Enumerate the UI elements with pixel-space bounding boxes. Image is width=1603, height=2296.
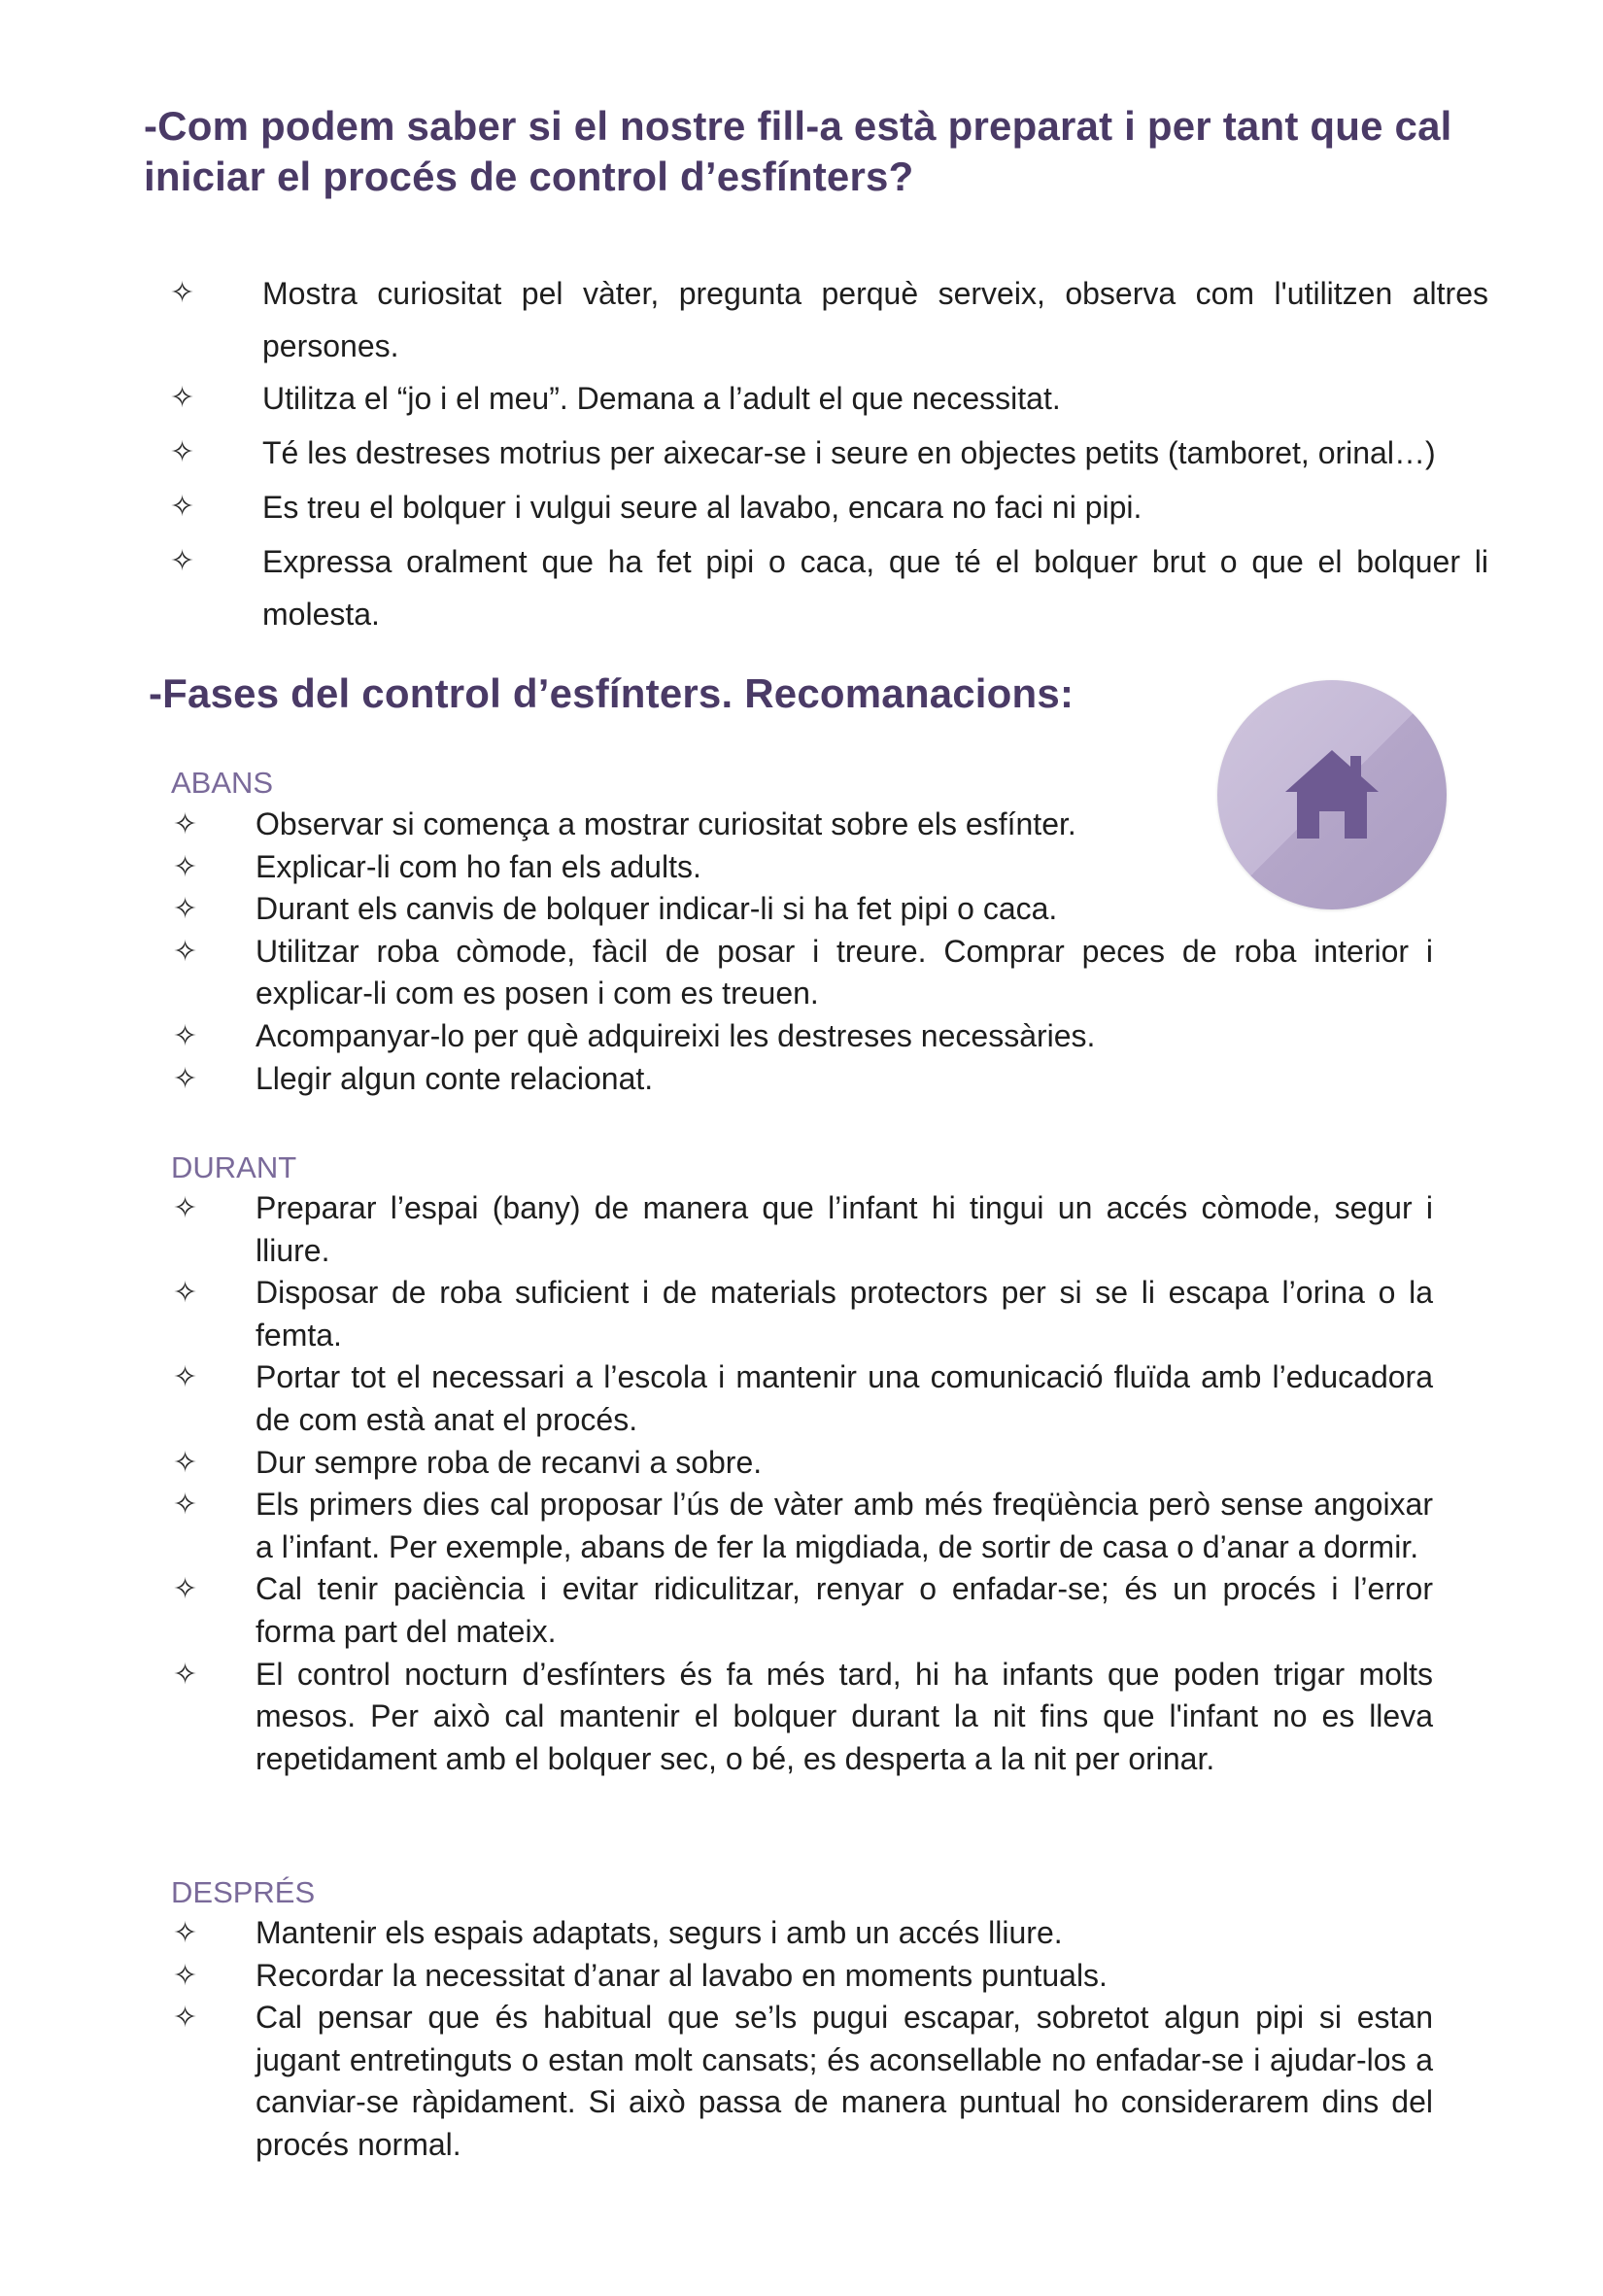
list-item-text: Preparar l’espai (bany) de manera que l’infant hi tingui un accés còmode, segur i lliure. <box>256 1190 1433 1268</box>
list-item-text: Explicar-li com ho fan els adults. <box>256 848 701 884</box>
list-item <box>170 846 1433 889</box>
list-item-text: Acompanyar-lo per què adquireixi les destreses necessàries. <box>256 1017 1096 1053</box>
list-item-text: Cal tenir paciència i evitar ridiculitzar, renyar o enfadar-se; és un procés i l’error forma part del mateix. <box>256 1571 1433 1649</box>
star-bullet-icon: ✧ <box>173 1276 198 1311</box>
star-bullet-icon: ✧ <box>173 892 198 927</box>
star-bullet-icon: ✧ <box>170 490 195 524</box>
list-item <box>170 267 1488 372</box>
star-bullet-icon: ✧ <box>173 1445 198 1480</box>
list-item-text: Observar si comença a mostrar curiositat sobre els esfínter. <box>256 806 1076 841</box>
phases-heading: -Fases del control d’esfínters. Recomanacions: <box>149 670 1074 716</box>
list-item-text: Disposar de roba suficient i de materials protectors per si se li escapa l’orina o la femta. <box>256 1275 1433 1353</box>
star-bullet-icon: ✧ <box>173 849 198 884</box>
star-bullet-icon: ✧ <box>173 1061 198 1096</box>
list-item <box>170 1015 1433 1058</box>
despres-list <box>170 1912 1433 2167</box>
list-item <box>170 1955 1433 1998</box>
durant-list <box>170 1187 1433 1780</box>
list-item <box>170 427 1488 479</box>
list-item <box>170 1654 1433 1781</box>
list-item-text: Dur sempre roba de recanvi a sobre. <box>256 1444 763 1480</box>
star-bullet-icon: ✧ <box>173 934 198 969</box>
list-item-text: Recordar la necessitat d’anar al lavabo en moments puntuals. <box>256 1957 1108 1993</box>
phase-label-durant: DURANT <box>171 1150 297 1184</box>
readiness-signs-list <box>170 267 1488 642</box>
star-bullet-icon: ✧ <box>173 1657 198 1692</box>
list-item <box>170 1484 1433 1568</box>
star-bullet-icon: ✧ <box>173 2001 198 2036</box>
phase-label-despres: DESPRÉS <box>171 1875 316 1909</box>
readiness-heading: -Com podem saber si el nostre fill-a està preparat i per tant que cal iniciar el procés de control d’esfínters? <box>144 103 1452 199</box>
list-item-text: Cal pensar que és habitual que se’ls pugui escapar, sobretot algun pipi si estan jugant entretinguts o estan molt cansats; és aconsellable no enfadar-se i ajudar-los a canviar-se ràpidament. Si això passa de manera puntual ho considerarem dins del procés normal. <box>256 2000 1433 2162</box>
list-item-text: Mostra curiositat pel vàter, pregunta perquè serveix, observa com l'utilitzen altres persones. <box>262 276 1488 363</box>
phase-label-abans: ABANS <box>171 766 274 800</box>
list-item <box>170 1442 1433 1485</box>
list-item <box>170 481 1488 533</box>
list-item <box>170 931 1433 1015</box>
list-item <box>170 888 1433 931</box>
star-bullet-icon: ✧ <box>173 807 198 841</box>
star-bullet-icon: ✧ <box>173 1018 198 1053</box>
list-item <box>170 1568 1433 1653</box>
list-item-text: Mantenir els espais adaptats, segurs i amb un accés lliure. <box>256 1915 1063 1950</box>
list-item <box>170 1997 1433 2166</box>
list-item-text: Es treu el bolquer i vulgui seure al lavabo, encara no faci ni pipi. <box>262 490 1143 525</box>
list-item-text: Utilitza el “jo i el meu”. Demana a l’adult el que necessitat. <box>262 381 1061 416</box>
star-bullet-icon: ✧ <box>170 381 195 415</box>
list-item <box>170 804 1433 846</box>
list-item-text: Llegir algun conte relacionat. <box>256 1060 654 1096</box>
list-item-text: Portar tot el necessari a l’escola i mantenir una comunicació fluïda amb l’educadora de com està anat el procés. <box>256 1359 1433 1437</box>
list-item <box>170 1187 1433 1272</box>
list-item <box>170 1912 1433 1955</box>
star-bullet-icon: ✧ <box>173 1916 198 1950</box>
list-item-text: Els primers dies cal proposar l’ús de vàter amb més freqüència però sense angoixar a l’infant. Per exemple, abans de fer la migdiada, de sortir de casa o d’anar a dormir. <box>256 1487 1433 1564</box>
list-item <box>170 1058 1433 1101</box>
star-bullet-icon: ✧ <box>173 1572 198 1607</box>
star-bullet-icon: ✧ <box>173 1191 198 1225</box>
list-item-text: El control nocturn d’esfínters és fa més tard, hi ha infants que poden trigar molts mesos. Per això cal mantenir el bolquer durant la nit fins que l'infant no es lleva repetidament amb el bolquer sec, o bé, es desperta a la nit per orinar. <box>256 1656 1433 1776</box>
list-item <box>170 372 1488 425</box>
star-bullet-icon: ✧ <box>173 1488 198 1523</box>
list-item <box>170 535 1488 640</box>
star-bullet-icon: ✧ <box>170 435 195 469</box>
list-item <box>170 1272 1433 1356</box>
list-item-text: Durant els canvis de bolquer indicar-li si ha fet pipi o caca. <box>256 891 1058 927</box>
abans-list <box>170 804 1433 1100</box>
star-bullet-icon: ✧ <box>173 1360 198 1395</box>
star-bullet-icon: ✧ <box>170 544 195 578</box>
star-bullet-icon: ✧ <box>170 276 195 310</box>
list-item <box>170 1356 1433 1441</box>
list-item-text: Té les destreses motrius per aixecar-se i seure en objectes petits (tamboret, orinal…) <box>262 435 1436 470</box>
list-item-text: Utilitzar roba còmode, fàcil de posar i treure. Comprar peces de roba interior i explicar-li com es posen i com es treuen. <box>256 933 1433 1011</box>
star-bullet-icon: ✧ <box>173 1958 198 1993</box>
list-item-text: Expressa oralment que ha fet pipi o caca, que té el bolquer brut o que el bolquer li molesta. <box>262 544 1488 632</box>
